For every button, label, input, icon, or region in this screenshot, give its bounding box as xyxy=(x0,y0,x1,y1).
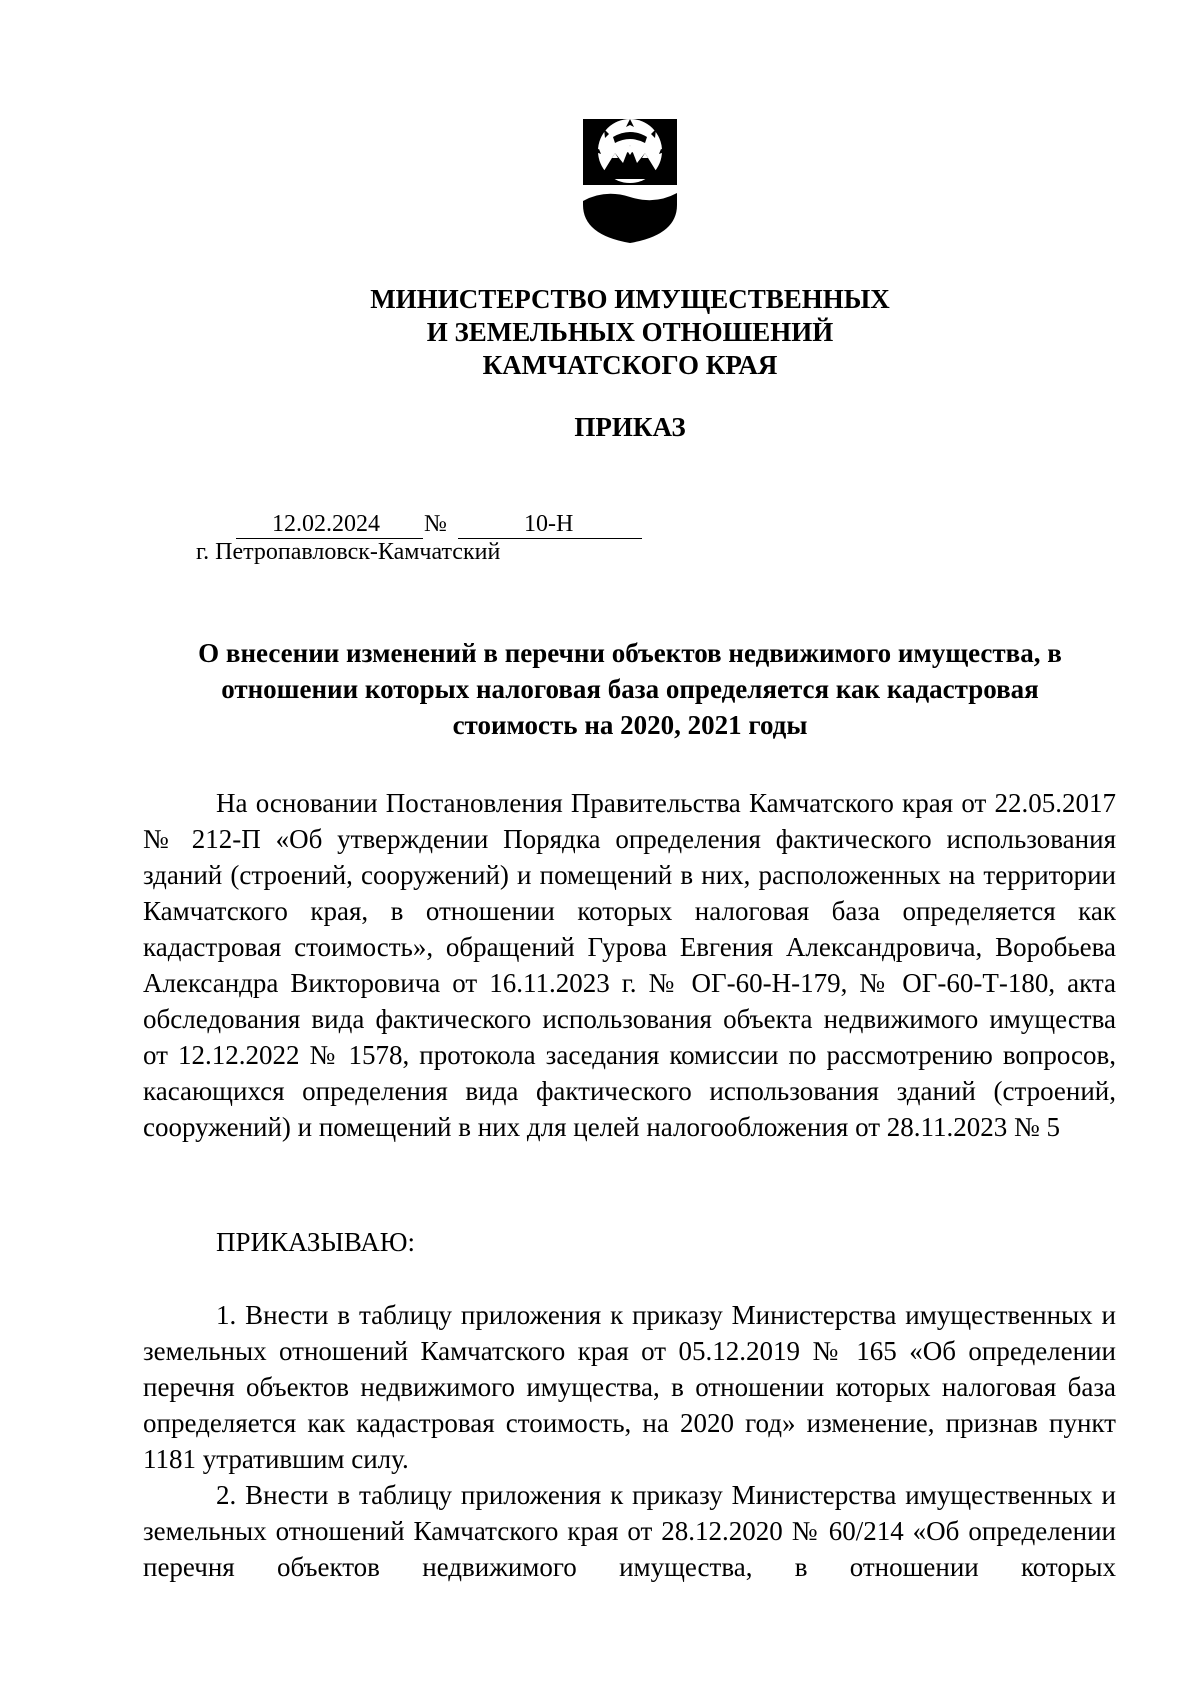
order-item: 2. Внести в таблицу приложения к приказу Министерства имущественных и земельных отношений Камчатского края от 28.12.2020 № 60/214 «Об определении перечня объектов недвижимого имущества, в отношении которых xyxy=(143,1480,1116,1582)
document-date: 12.02.2024 xyxy=(272,511,380,537)
number-sign: № xyxy=(424,511,447,537)
document-type-title: ПРИКАЗ xyxy=(574,412,686,442)
ministry-header xyxy=(0,283,1200,382)
subject-line: отношении которых налоговая база определяется как кадастровая xyxy=(221,674,1039,704)
ministry-header-line: МИНИСТЕРСТВО ИМУЩЕСТВЕННЫХ xyxy=(370,284,890,314)
document-subject xyxy=(160,635,1100,743)
subject-line: стоимость на 2020, 2021 годы xyxy=(452,710,808,740)
kamchatka-coat-of-arms-icon xyxy=(575,113,685,246)
ministry-header-line: И ЗЕМЕЛЬНЫХ ОТНОШЕНИЙ xyxy=(426,317,834,347)
ministry-header-line: КАМЧАТСКОГО КРАЯ xyxy=(482,350,778,380)
document-number: 10-Н xyxy=(524,511,574,537)
document-city: г. Петропавловск-Камчатский xyxy=(196,539,501,565)
order-word: ПРИКАЗЫВАЮ: xyxy=(216,1227,415,1257)
order-item: 1. Внести в таблицу приложения к приказу Министерства имущественных и земельных отношений Камчатского края от 05.12.2019 № 165 «Об определении перечня объектов недвижимого имущества, в отношении которых налоговая база определяется как кадастровая стоимость, на 2020 год» изменение, признав пункт 1181 утратившим силу. xyxy=(143,1300,1116,1474)
preamble xyxy=(143,785,1116,1145)
preamble-paragraph: На основании Постановления Правительства Камчатского края от 22.05.2017 № 212-П «Об утверждении Порядка определения фактического использования зданий (строений, сооружений) и помещений в них, расположенных на территории Камчатского края, в отношении которых налоговая база определяется как кадастровая стоимость», обращений Гурова Евгения Александровича, Воробьева Александра Викторовича от 16.11.2023 г. № ОГ-60-Н-179, № ОГ-60-Т-180, акта обследования вида фактического использования объекта недвижимого имущества от 12.12.2022 № 1578, протокола заседания комиссии по рассмотрению вопросов, касающихся определения вида фактического использования зданий (строений, сооружений) и помещений в них для целей налогообложения от 28.11.2023 № 5 xyxy=(143,788,1116,1142)
order-items xyxy=(143,1297,1116,1585)
subject-line: О внесении изменений в перечни объектов недвижимого имущества, в xyxy=(198,638,1062,668)
